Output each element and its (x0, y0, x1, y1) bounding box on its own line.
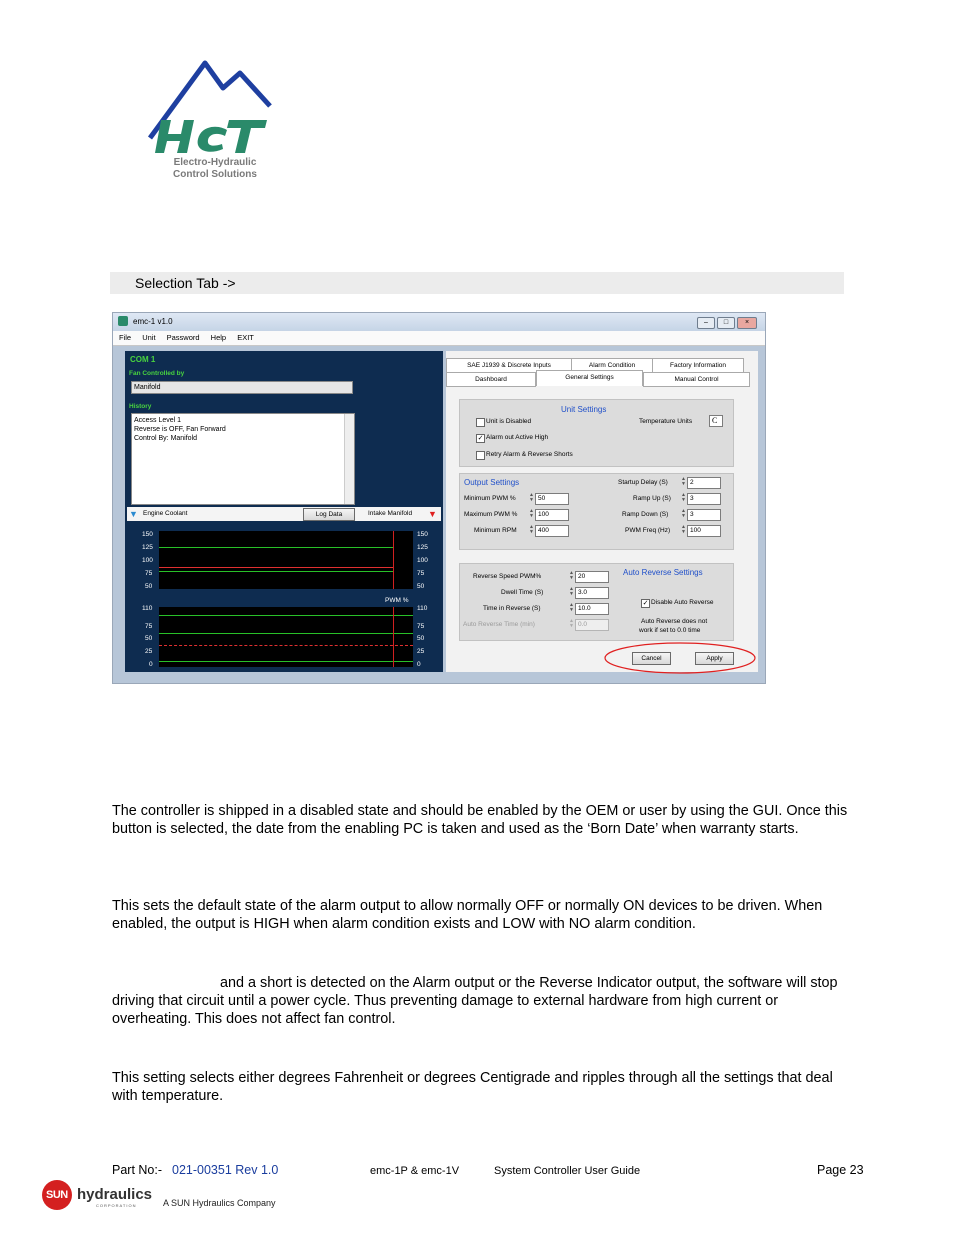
app-screenshot (112, 312, 766, 684)
axis-tick-left: 25 (145, 648, 153, 655)
axis-tick-right: 0 (417, 661, 421, 668)
footer-part-label: Part No:- (112, 1163, 163, 1177)
paragraph-retry-shorts: and a short is detected on the Alarm output or the Reverse Indicator output, the software will stop driving that circuit until a power cycle. Thus preventing damage to external hardware from high current or overheating. This does not affect fan control. (112, 975, 838, 1027)
app-icon (118, 316, 128, 326)
history-line: Control By: Manifold (134, 435, 198, 442)
tab-dashboard[interactable]: Dashboard (446, 372, 536, 387)
spinner-icon[interactable]: ▲ ▼ (569, 586, 574, 597)
menu-help[interactable]: Help (210, 333, 227, 342)
min-rpm-input[interactable]: 400 (535, 525, 569, 537)
axis-tick-left: 0 (149, 661, 153, 668)
logo-tagline-2: Control Solutions (173, 169, 257, 180)
sun-logo-text: hydraulics (77, 1186, 153, 1203)
disable-auto-reverse-label: Disable Auto Reverse (651, 599, 714, 606)
pwm-freq-input[interactable]: 100 (687, 525, 721, 537)
spinner-icon[interactable]: ▲ ▼ (529, 524, 534, 535)
axis-tick-left: 150 (142, 531, 153, 538)
ramp-up-input[interactable]: 3 (687, 493, 721, 505)
menu-exit[interactable]: EXIT (237, 333, 254, 342)
triangle-down-icon[interactable]: ▼ (129, 509, 138, 519)
triangle-down-icon[interactable]: ▼ (428, 509, 437, 519)
axis-tick-left: 110 (142, 605, 153, 612)
axis-tick-left: 75 (145, 570, 153, 577)
disable-auto-reverse-checkbox[interactable]: ✓ (642, 600, 649, 607)
axis-tick-left: 125 (142, 544, 153, 551)
spinner-icon[interactable]: ▲ ▼ (529, 508, 534, 519)
max-pwm-input[interactable]: 100 (535, 509, 569, 521)
output-settings-title: Output Settings (464, 478, 520, 487)
retry-shorts-label: Retry Alarm & Reverse Shorts (486, 451, 573, 458)
min-pwm-label: Minimum PWM % (464, 495, 516, 502)
pwm-plot (159, 607, 413, 667)
axis-tick-left: 50 (145, 635, 153, 642)
ramp-down-label: Ramp Down (S) (622, 511, 669, 518)
axis-tick-right: 75 (417, 623, 425, 630)
minimize-icon[interactable]: – (697, 317, 715, 329)
gauge-right-label: Intake Manifold (368, 510, 413, 517)
dwell-time-input[interactable]: 3.0 (575, 587, 609, 599)
history-line: Access Level 1 (134, 417, 182, 424)
footer-guide-title: System Controller User Guide (494, 1165, 641, 1177)
spinner-icon[interactable]: ▲ ▼ (569, 570, 574, 581)
menu-password[interactable]: Password (166, 333, 200, 342)
gauge-left-label: Engine Coolant (143, 510, 188, 517)
auto-reverse-time-label: Auto Reverse Time (min) (463, 621, 535, 628)
fan-label: Fan Controlled by (129, 370, 185, 377)
time-in-reverse-input[interactable]: 10.0 (575, 603, 609, 615)
axis-tick-left: 75 (145, 623, 153, 630)
axis-tick-right: 25 (417, 648, 425, 655)
com-port: COM 1 (130, 355, 156, 364)
tab-alarm-condition[interactable]: Alarm Condition (571, 358, 653, 373)
pwm-label: PWM % (385, 597, 409, 604)
axis-tick-right: 125 (417, 544, 428, 551)
min-pwm-input[interactable]: 50 (535, 493, 569, 505)
menu-bar (113, 331, 765, 346)
close-icon[interactable]: × (737, 317, 757, 329)
time-in-reverse-label: Time in Reverse (S) (483, 605, 541, 612)
spinner-icon[interactable]: ▲ ▼ (681, 492, 686, 503)
temp-units-label: Temperature Units (639, 418, 693, 425)
paragraph-unit-disabled: The controller is shipped in a disabled state and should be enabled by the OEM or user by using the GUI. Once this button is selected, the date from the enabling PC is taken and used as the ‘Born Date’ when warranty starts. (112, 803, 848, 837)
dashboard-pane (125, 351, 443, 672)
retry-shorts-checkbox[interactable] (476, 451, 485, 460)
axis-tick-right: 110 (417, 605, 428, 612)
menu-file[interactable]: File (119, 333, 132, 342)
reverse-speed-label: Reverse Speed PWM% (473, 573, 542, 580)
alarm-active-high-checkbox[interactable]: ✓ (477, 435, 484, 442)
auto-reverse-group (459, 563, 734, 641)
temperature-plot (159, 531, 413, 589)
highlight-ellipse (603, 641, 758, 675)
tab-factory-information[interactable]: Factory Information (652, 358, 744, 373)
auto-reverse-note-2: work if set to 0.0 time (639, 627, 701, 634)
footer-page-number: Page 23 (817, 1163, 864, 1177)
axis-tick-left: 50 (145, 583, 153, 590)
alarm-active-high-label: Alarm out Active High (486, 434, 549, 441)
reverse-speed-input[interactable]: 20 (575, 571, 609, 583)
spinner-icon[interactable]: ▲ ▼ (681, 476, 686, 487)
axis-tick-right: 50 (417, 635, 425, 642)
tab-general-settings[interactable]: General Settings (536, 370, 643, 386)
paragraph-temperature-units: This setting selects either degrees Fahrenheit or degrees Centigrade and ripples through all the settings that deal with temperature. (112, 1070, 833, 1104)
tab-sae-j1939[interactable]: SAE J1939 & Discrete Inputs (446, 358, 572, 373)
unit-settings-title: Unit Settings (561, 405, 607, 414)
axis-tick-left: 100 (142, 557, 153, 564)
spinner-icon[interactable]: ▲ ▼ (529, 492, 534, 503)
settings-pane (446, 351, 758, 672)
footer-product: emc-1P & emc-1V (370, 1165, 460, 1177)
footer-company: A SUN Hydraulics Company (163, 1198, 276, 1208)
ramp-up-label: Ramp Up (S) (633, 495, 671, 502)
max-pwm-label: Maximum PWM % (464, 511, 518, 518)
cancel-button[interactable]: Cancel (632, 652, 671, 665)
temp-units-field[interactable]: C (709, 415, 723, 427)
ramp-down-input[interactable]: 3 (687, 509, 721, 521)
logo-tagline-1: Electro-Hydraulic (173, 157, 257, 168)
startup-delay-label: Startup Delay (S) (618, 479, 668, 486)
axis-tick-right: 50 (417, 583, 425, 590)
selection-bar: Selection Tab -> (110, 272, 844, 294)
sun-logo-corp: CORPORATION (96, 1203, 137, 1208)
history-list[interactable] (131, 413, 355, 505)
maximize-icon[interactable]: □ (717, 317, 735, 329)
sun-logo-word: SUN (46, 1189, 68, 1201)
spinner-icon: ▲ ▼ (569, 618, 574, 629)
history-line: Reverse is OFF, Fan Forward (134, 426, 226, 433)
spinner-icon[interactable]: ▲ ▼ (681, 508, 686, 519)
app-title: emc-1 v1.0 (133, 317, 173, 326)
unit-disabled-checkbox[interactable] (476, 418, 485, 427)
spinner-icon[interactable]: ▲ ▼ (569, 602, 574, 613)
paragraph-alarm-active-high: This sets the default state of the alarm output to allow normally OFF or normally ON devices to be driven. When enabled, the output is HIGH when alarm condition exists and LOW with NO alarm condition. (112, 898, 823, 932)
menu-unit[interactable]: Unit (142, 333, 156, 342)
output-settings-group (459, 473, 734, 550)
dwell-time-label: Dwell Time (S) (501, 589, 544, 596)
auto-reverse-note-1: Auto Reverse does not (641, 618, 708, 625)
fan-controlled-field: Manifold (131, 381, 353, 394)
min-rpm-label: Minimum RPM (474, 527, 517, 534)
auto-reverse-time-input: 0.0 (575, 619, 609, 631)
footer-part-number: 021-00351 Rev 1.0 (172, 1163, 279, 1177)
history-label: History (129, 403, 152, 410)
apply-button[interactable]: Apply (695, 652, 734, 665)
unit-disabled-label: Unit is Disabled (486, 418, 532, 425)
auto-reverse-title: Auto Reverse Settings (623, 568, 703, 577)
axis-tick-right: 75 (417, 570, 425, 577)
axis-tick-right: 100 (417, 557, 428, 564)
log-data-button[interactable]: Log Data (303, 508, 355, 521)
tab-manual-control[interactable]: Manual Control (643, 372, 750, 387)
spinner-icon[interactable]: ▲ ▼ (681, 524, 686, 535)
pwm-freq-label: PWM Freq (Hz) (625, 527, 671, 534)
history-scrollbar[interactable] (344, 414, 354, 504)
app-titlebar (113, 313, 765, 331)
unit-settings-group (459, 399, 734, 467)
startup-delay-input[interactable]: 2 (687, 477, 721, 489)
axis-tick-right: 150 (417, 531, 428, 538)
